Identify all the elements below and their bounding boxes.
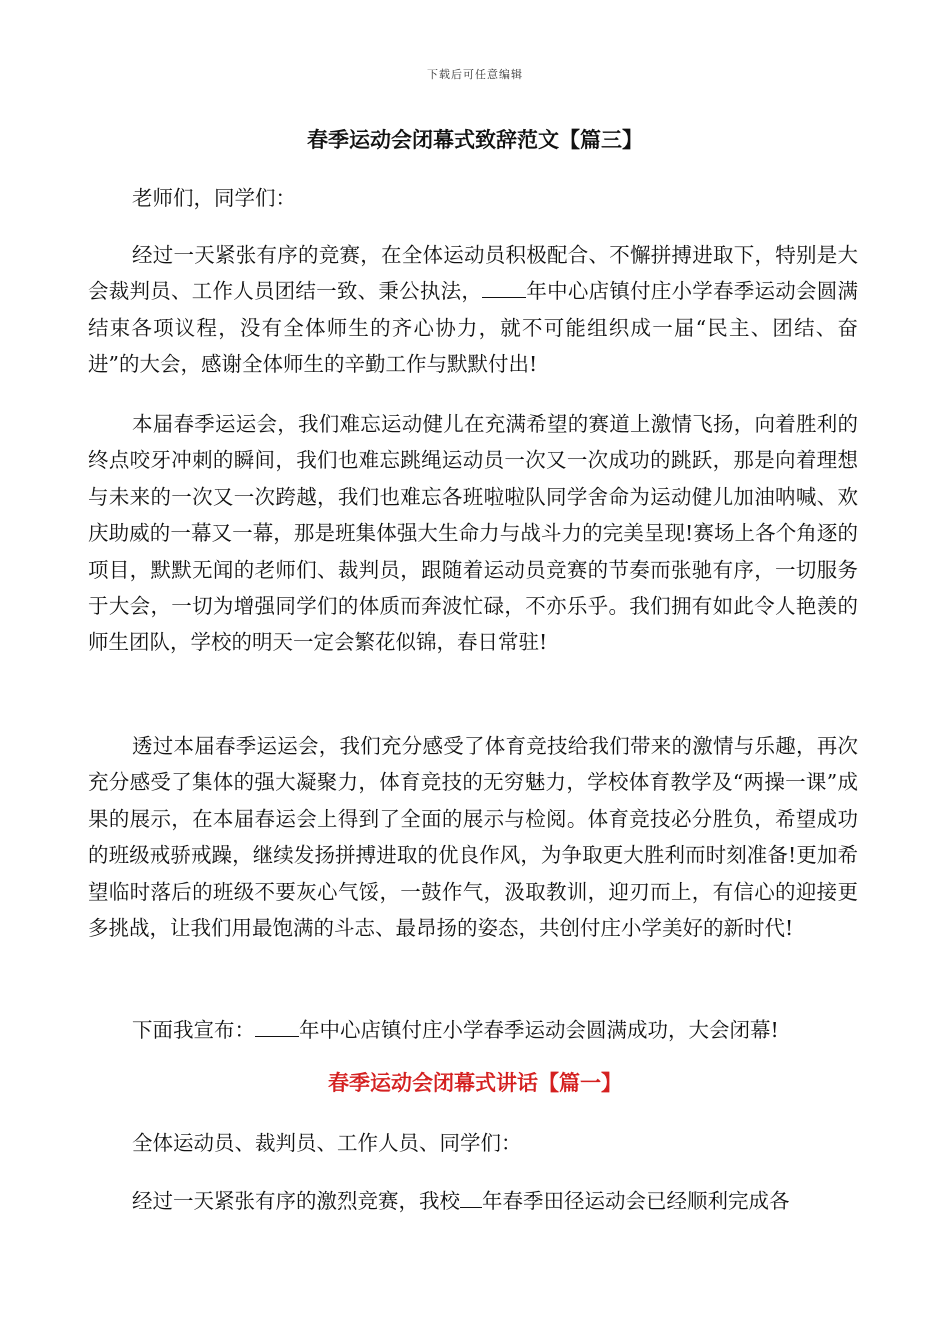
section-title-1: 春季运动会闭幕式讲话【篇一】	[328, 1070, 622, 1095]
paragraph-2: 本届春季运运会，我们难忘运动健儿在充满希望的赛道上激情飞扬，向着胜利的终点咬牙冲刺的瞬间，我们也难忘跳绳运动员一次又一次成功的跳跃，那是向着理想与未来的一次又一次跨越，我们也难忘各班啦啦队同学舍命为运动健儿加油呐喊、欢庆助威的一幕又一幕，那是班集体强大生命力与战斗力的完美呈现!赛场上各个角逐的项目，默默无闻的老师们、裁判员，跟随着运动员竞赛的节奏而张驰有序，一切服务于大会，一切为增强同学们的体质而奔波忙碌，不亦乐乎。我们拥有如此令人艳羡的师生团队，学校的明天一定会繁花似锦，春日常驻!	[88, 412, 858, 655]
paragraph-4-end: 年春季田径运动会已经顺利完成各	[482, 1189, 790, 1213]
salutation: 老师们，同学们：	[132, 186, 296, 210]
salutation-2: 全体运动员、裁判员、工作人员、同学们：	[132, 1131, 522, 1155]
blank-year-field	[255, 1018, 299, 1037]
paragraph-4-start: 经过一天紧张有序的激烈竞赛，我校	[132, 1189, 460, 1213]
paragraph-1	[88, 237, 858, 383]
announcement	[88, 1012, 858, 1048]
header-note: 下载后可任意编辑	[427, 68, 523, 81]
announcement-end: 年中心店镇付庄小学春季运动会圆满成功，大会闭幕!	[299, 1018, 779, 1042]
announcement-start: 下面我宣布：	[132, 1018, 255, 1042]
paragraph-3: 透过本届春季运运会，我们充分感受了体育竞技给我们带来的激情与乐趣，再次充分感受了集体的强大凝聚力，体育竞技的无穷魅力，学校体育教学及“两操一课”成果的展示，在本届春运会上得到了全面的展示与检阅。体育竞技必分胜负，希望成功的班级戒骄戒躁，继续发扬拼搏进取的优良作风，为争取更大胜利而时刻准备!更加希望临时落后的班级不要灰心气馁，一鼓作气，汲取教训，迎刃而上，有信心的迎接更多挑战，让我们用最饱满的斗志、最昂扬的姿态，共创付庄小学美好的新时代!	[88, 734, 858, 941]
section-title-3: 春季运动会闭幕式致辞范文【篇三】	[307, 127, 643, 152]
blank-year-field	[482, 279, 526, 298]
paragraph-1-end: 年中心店镇付庄小学春季运动会圆满结束各项议程，没有全体师生的齐心协力，就不可能组织成一届“民主、团结、奋进”的大会，感谢全体师生的辛勤工作与默默付出!	[88, 279, 859, 377]
blank-year-field	[460, 1189, 482, 1208]
paragraph-1-start: 经过一天紧张有序的竞赛，在全体运动员积极配合、不懈拼搏进取下，特别是大会裁判员、工作人员团结一致、秉公执法，	[88, 243, 858, 304]
paragraph-4	[88, 1183, 858, 1219]
